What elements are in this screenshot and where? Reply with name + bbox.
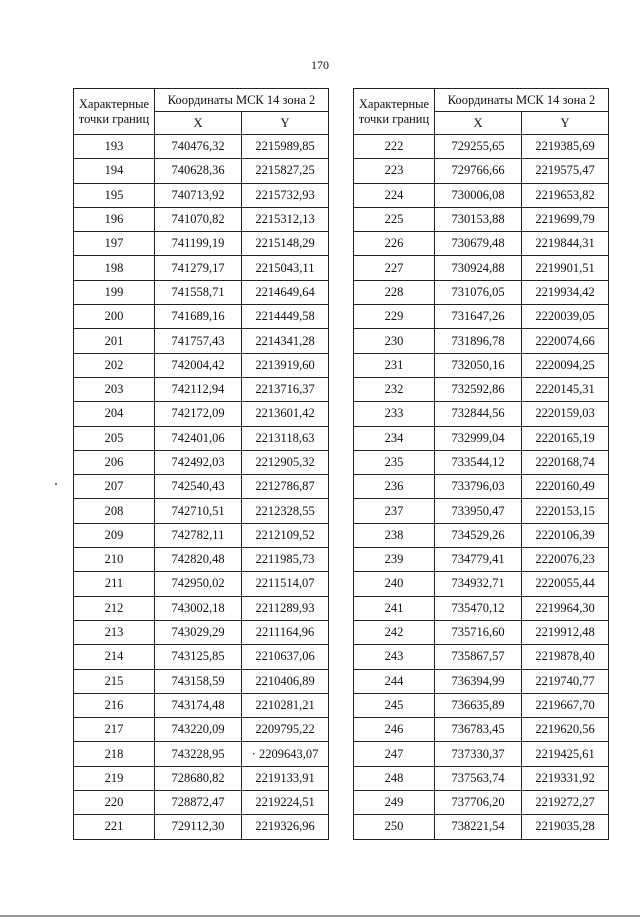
table-body-right [354, 135, 609, 840]
y-coordinate-cell: 2220159,03 [522, 402, 609, 426]
x-coordinate-cell: 742492,03 [155, 450, 242, 474]
y-coordinate-cell: 2213716,37 [242, 377, 329, 401]
x-coordinate-cell: 730006,08 [435, 183, 522, 207]
table-row [354, 232, 609, 256]
y-coordinate-cell: 2213601,42 [242, 402, 329, 426]
point-number-cell: 209 [74, 523, 155, 547]
point-number-cell: 205 [74, 426, 155, 450]
header-y: Y [522, 112, 609, 135]
table-row [74, 232, 329, 256]
point-number-cell: 202 [74, 353, 155, 377]
y-coordinate-cell: 2219667,70 [522, 693, 609, 717]
y-coordinate-cell: 2212109,52 [242, 523, 329, 547]
point-number-cell: 243 [354, 645, 435, 669]
y-coordinate-cell: 2209795,22 [242, 718, 329, 742]
point-number-cell: 249 [354, 791, 435, 815]
table-row [74, 450, 329, 474]
x-coordinate-cell: 742710,51 [155, 499, 242, 523]
x-coordinate-cell: 737563,74 [435, 766, 522, 790]
table-row [354, 523, 609, 547]
x-coordinate-cell: 735470,12 [435, 596, 522, 620]
table-row [354, 645, 609, 669]
x-coordinate-cell: 733544,12 [435, 450, 522, 474]
point-number-cell: 245 [354, 693, 435, 717]
header-points: Характерные точки границ [354, 89, 435, 135]
point-number-cell: 248 [354, 766, 435, 790]
x-coordinate-cell: 738221,54 [435, 815, 522, 839]
point-number-cell: 206 [74, 450, 155, 474]
point-number-cell: 225 [354, 207, 435, 231]
x-coordinate-cell: 743125,85 [155, 645, 242, 669]
point-number-cell: 229 [354, 305, 435, 329]
table-row [74, 402, 329, 426]
header-x: X [155, 112, 242, 135]
y-coordinate-cell: 2215312,13 [242, 207, 329, 231]
y-coordinate-cell: 2219912,48 [522, 620, 609, 644]
point-number-cell: 213 [74, 620, 155, 644]
point-number-cell: 235 [354, 450, 435, 474]
x-coordinate-cell: 732999,04 [435, 426, 522, 450]
x-coordinate-cell: 742950,02 [155, 572, 242, 596]
table-row [74, 353, 329, 377]
table-row [74, 183, 329, 207]
header-points: Характерные точки границ [74, 89, 155, 135]
table-row [354, 280, 609, 304]
point-number-cell: 226 [354, 232, 435, 256]
scan-speck [55, 483, 57, 485]
table-row [354, 183, 609, 207]
point-number-cell: 196 [74, 207, 155, 231]
point-number-cell: 214 [74, 645, 155, 669]
header-x: X [435, 112, 522, 135]
header-y: Y [242, 112, 329, 135]
y-coordinate-cell: 2220074,66 [522, 329, 609, 353]
y-coordinate-cell: 2219331,92 [522, 766, 609, 790]
table-row [74, 766, 329, 790]
x-coordinate-cell: 743158,59 [155, 669, 242, 693]
table-row [354, 815, 609, 839]
point-number-cell: 199 [74, 280, 155, 304]
table-row [74, 718, 329, 742]
table-row [354, 329, 609, 353]
header-coordinates: Координаты МСК 14 зона 2 [435, 89, 609, 112]
y-coordinate-cell: 2220145,31 [522, 377, 609, 401]
table-row [74, 815, 329, 839]
x-coordinate-cell: 743174,48 [155, 693, 242, 717]
table-row [354, 718, 609, 742]
x-coordinate-cell: 742782,11 [155, 523, 242, 547]
point-number-cell: 224 [354, 183, 435, 207]
point-number-cell: 195 [74, 183, 155, 207]
x-coordinate-cell: 742172,09 [155, 402, 242, 426]
point-number-cell: 208 [74, 499, 155, 523]
x-coordinate-cell: 736394,99 [435, 669, 522, 693]
x-coordinate-cell: 742112,94 [155, 377, 242, 401]
point-number-cell: 237 [354, 499, 435, 523]
y-coordinate-cell: 2219740,77 [522, 669, 609, 693]
point-number-cell: 247 [354, 742, 435, 766]
table-row [354, 742, 609, 766]
y-coordinate-cell: 2215989,85 [242, 135, 329, 159]
y-coordinate-cell: 2213919,60 [242, 353, 329, 377]
y-coordinate-cell: 2211985,73 [242, 548, 329, 572]
x-coordinate-cell: 740476,32 [155, 135, 242, 159]
x-coordinate-cell: 733950,47 [435, 499, 522, 523]
x-coordinate-cell: 741757,43 [155, 329, 242, 353]
x-coordinate-cell: 728680,82 [155, 766, 242, 790]
table-row [354, 548, 609, 572]
y-coordinate-cell: · 2209643,07 [242, 742, 329, 766]
x-coordinate-cell: 742401,06 [155, 426, 242, 450]
x-coordinate-cell: 730153,88 [435, 207, 522, 231]
page-number: 170 [311, 58, 329, 72]
table-row [354, 402, 609, 426]
point-number-cell: 236 [354, 475, 435, 499]
x-coordinate-cell: 740713,92 [155, 183, 242, 207]
point-number-cell: 228 [354, 280, 435, 304]
y-coordinate-cell: 2212328,55 [242, 499, 329, 523]
table-row [354, 353, 609, 377]
x-coordinate-cell: 732844,56 [435, 402, 522, 426]
table-row [354, 450, 609, 474]
point-number-cell: 219 [74, 766, 155, 790]
x-coordinate-cell: 742820,48 [155, 548, 242, 572]
x-coordinate-cell: 741070,82 [155, 207, 242, 231]
x-coordinate-cell: 735716,60 [435, 620, 522, 644]
table-row [74, 426, 329, 450]
y-coordinate-cell: 2219326,96 [242, 815, 329, 839]
point-number-cell: 197 [74, 232, 155, 256]
y-coordinate-cell: 2220168,74 [522, 450, 609, 474]
y-coordinate-cell: 2219575,47 [522, 159, 609, 183]
x-coordinate-cell: 734932,71 [435, 572, 522, 596]
point-number-cell: 194 [74, 159, 155, 183]
table-row [354, 475, 609, 499]
table-row [74, 742, 329, 766]
y-coordinate-cell: 2212905,32 [242, 450, 329, 474]
y-coordinate-cell: 2210637,06 [242, 645, 329, 669]
point-number-cell: 227 [354, 256, 435, 280]
y-coordinate-cell: 2219035,28 [522, 815, 609, 839]
table-row [74, 475, 329, 499]
table-row [354, 305, 609, 329]
y-coordinate-cell: 2211289,93 [242, 596, 329, 620]
table-row [354, 693, 609, 717]
point-number-cell: 207 [74, 475, 155, 499]
x-coordinate-cell: 736783,45 [435, 718, 522, 742]
y-coordinate-cell: 2219272,27 [522, 791, 609, 815]
y-coordinate-cell: 2220165,19 [522, 426, 609, 450]
y-coordinate-cell: 2211514,07 [242, 572, 329, 596]
y-coordinate-cell: 2220106,39 [522, 523, 609, 547]
page-bottom-edge [0, 915, 640, 917]
table-row [74, 159, 329, 183]
table-row [354, 207, 609, 231]
point-number-cell: 201 [74, 329, 155, 353]
x-coordinate-cell: 733796,03 [435, 475, 522, 499]
x-coordinate-cell: 731896,78 [435, 329, 522, 353]
table-row [74, 548, 329, 572]
table-row [74, 305, 329, 329]
y-coordinate-cell: 2214449,58 [242, 305, 329, 329]
y-coordinate-cell: 2212786,87 [242, 475, 329, 499]
point-number-cell: 200 [74, 305, 155, 329]
x-coordinate-cell: 742540,43 [155, 475, 242, 499]
point-number-cell: 230 [354, 329, 435, 353]
point-number-cell: 250 [354, 815, 435, 839]
table-row [354, 572, 609, 596]
x-coordinate-cell: 729112,30 [155, 815, 242, 839]
x-coordinate-cell: 728872,47 [155, 791, 242, 815]
x-coordinate-cell: 743220,09 [155, 718, 242, 742]
x-coordinate-cell: 743228,95 [155, 742, 242, 766]
point-number-cell: 204 [74, 402, 155, 426]
y-coordinate-cell: 2210406,89 [242, 669, 329, 693]
table-row [354, 620, 609, 644]
point-number-cell: 242 [354, 620, 435, 644]
x-coordinate-cell: 743029,29 [155, 620, 242, 644]
y-coordinate-cell: 2213118,63 [242, 426, 329, 450]
table-row [74, 596, 329, 620]
table-row [74, 645, 329, 669]
y-coordinate-cell: 2220039,05 [522, 305, 609, 329]
y-coordinate-cell: 2214341,28 [242, 329, 329, 353]
point-number-cell: 217 [74, 718, 155, 742]
y-coordinate-cell: 2219224,51 [242, 791, 329, 815]
table-row [354, 766, 609, 790]
x-coordinate-cell: 737706,20 [435, 791, 522, 815]
table-row [74, 523, 329, 547]
point-number-cell: 240 [354, 572, 435, 596]
point-number-cell: 231 [354, 353, 435, 377]
header-coordinates: Координаты МСК 14 зона 2 [155, 89, 329, 112]
y-coordinate-cell: 2215148,29 [242, 232, 329, 256]
y-coordinate-cell: 2210281,21 [242, 693, 329, 717]
x-coordinate-cell: 729255,65 [435, 135, 522, 159]
table-row [74, 256, 329, 280]
y-coordinate-cell: 2219878,40 [522, 645, 609, 669]
x-coordinate-cell: 741199,19 [155, 232, 242, 256]
y-coordinate-cell: 2220153,15 [522, 499, 609, 523]
table-row [354, 669, 609, 693]
x-coordinate-cell: 730924,88 [435, 256, 522, 280]
x-coordinate-cell: 741558,71 [155, 280, 242, 304]
y-coordinate-cell: 2215732,93 [242, 183, 329, 207]
table-row [74, 572, 329, 596]
x-coordinate-cell: 734529,26 [435, 523, 522, 547]
table-row [354, 791, 609, 815]
y-coordinate-cell: 2215827,25 [242, 159, 329, 183]
y-coordinate-cell: 2219133,91 [242, 766, 329, 790]
point-number-cell: 215 [74, 669, 155, 693]
y-coordinate-cell: 2219844,31 [522, 232, 609, 256]
table-row [74, 791, 329, 815]
point-number-cell: 220 [74, 791, 155, 815]
point-number-cell: 241 [354, 596, 435, 620]
table-row [354, 499, 609, 523]
x-coordinate-cell: 731076,05 [435, 280, 522, 304]
table-row [354, 135, 609, 159]
y-coordinate-cell: 2219425,61 [522, 742, 609, 766]
y-coordinate-cell: 2219653,82 [522, 183, 609, 207]
point-number-cell: 193 [74, 135, 155, 159]
point-number-cell: 218 [74, 742, 155, 766]
point-number-cell: 233 [354, 402, 435, 426]
y-coordinate-cell: 2219934,42 [522, 280, 609, 304]
x-coordinate-cell: 736635,89 [435, 693, 522, 717]
y-coordinate-cell: 2219620,56 [522, 718, 609, 742]
table-row [74, 693, 329, 717]
y-coordinate-cell: 2220076,23 [522, 548, 609, 572]
point-number-cell: 223 [354, 159, 435, 183]
y-coordinate-cell: 2215043,11 [242, 256, 329, 280]
y-coordinate-cell: 2219964,30 [522, 596, 609, 620]
point-number-cell: 212 [74, 596, 155, 620]
x-coordinate-cell: 732050,16 [435, 353, 522, 377]
point-number-cell: 244 [354, 669, 435, 693]
table-row [74, 620, 329, 644]
table-row [74, 499, 329, 523]
table-row [74, 377, 329, 401]
point-number-cell: 210 [74, 548, 155, 572]
x-coordinate-cell: 740628,36 [155, 159, 242, 183]
y-coordinate-cell: 2211164,96 [242, 620, 329, 644]
coordinates-table-right [353, 88, 609, 840]
coordinates-table-left [73, 88, 329, 840]
point-number-cell: 238 [354, 523, 435, 547]
point-number-cell: 198 [74, 256, 155, 280]
point-number-cell: 211 [74, 572, 155, 596]
x-coordinate-cell: 731647,26 [435, 305, 522, 329]
table-row [74, 280, 329, 304]
y-coordinate-cell: 2220160,49 [522, 475, 609, 499]
y-coordinate-cell: 2214649,64 [242, 280, 329, 304]
table-row [74, 669, 329, 693]
table-row [74, 329, 329, 353]
y-coordinate-cell: 2219699,79 [522, 207, 609, 231]
y-coordinate-cell: 2219901,51 [522, 256, 609, 280]
x-coordinate-cell: 741279,17 [155, 256, 242, 280]
table-row [354, 377, 609, 401]
point-number-cell: 203 [74, 377, 155, 401]
x-coordinate-cell: 734779,41 [435, 548, 522, 572]
point-number-cell: 234 [354, 426, 435, 450]
table-row [354, 256, 609, 280]
x-coordinate-cell: 735867,57 [435, 645, 522, 669]
y-coordinate-cell: 2220094,25 [522, 353, 609, 377]
table-body-left [74, 135, 329, 840]
point-number-cell: 222 [354, 135, 435, 159]
x-coordinate-cell: 729766,66 [435, 159, 522, 183]
table-row [354, 426, 609, 450]
x-coordinate-cell: 741689,16 [155, 305, 242, 329]
x-coordinate-cell: 732592,86 [435, 377, 522, 401]
table-row [74, 207, 329, 231]
x-coordinate-cell: 743002,18 [155, 596, 242, 620]
x-coordinate-cell: 730679,48 [435, 232, 522, 256]
table-row [354, 596, 609, 620]
point-number-cell: 221 [74, 815, 155, 839]
point-number-cell: 239 [354, 548, 435, 572]
y-coordinate-cell: 2219385,69 [522, 135, 609, 159]
point-number-cell: 246 [354, 718, 435, 742]
y-coordinate-cell: 2220055,44 [522, 572, 609, 596]
point-number-cell: 216 [74, 693, 155, 717]
x-coordinate-cell: 737330,37 [435, 742, 522, 766]
x-coordinate-cell: 742004,42 [155, 353, 242, 377]
table-row [74, 135, 329, 159]
table-row [354, 159, 609, 183]
point-number-cell: 232 [354, 377, 435, 401]
